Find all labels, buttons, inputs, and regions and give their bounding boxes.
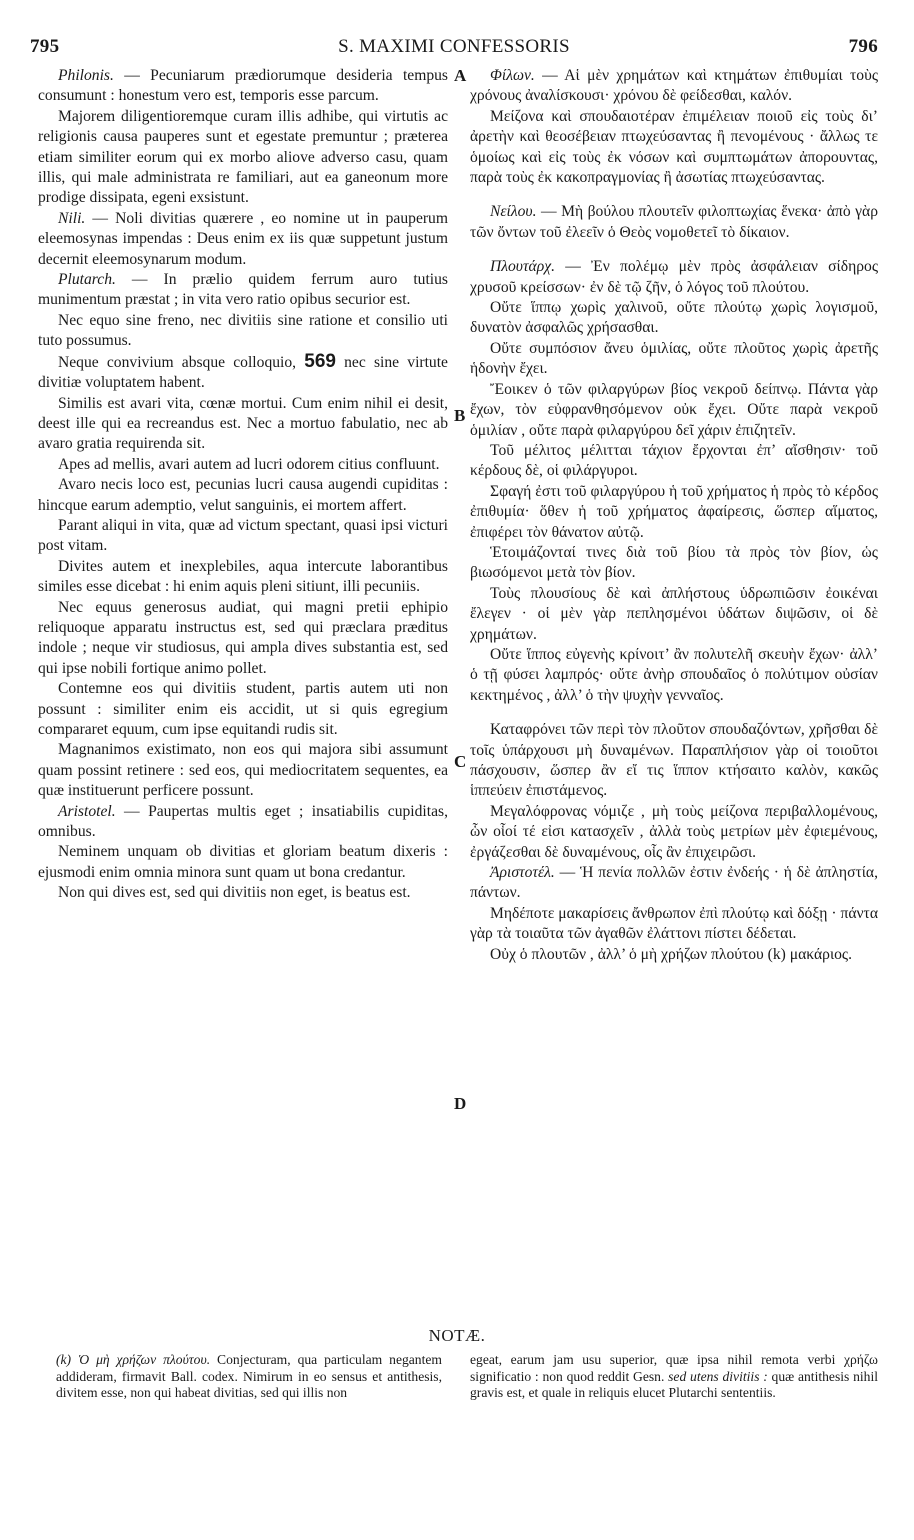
greek-paragraph: Πλουτάρχ. — Ἐν πολέμῳ μὲν πρὸς ἀσφάλειαν σίδηρος χρυσοῦ κρείσσων· ἐν δὲ τῷ ζῆν, ὁ λόγος τοῦ πλούτου. bbox=[470, 258, 878, 296]
latin-paragraph: Neque convivium absque colloquio, 569 nec sine virtute divitiæ voluptatem habent. bbox=[38, 350, 448, 392]
greek-column bbox=[470, 66, 878, 965]
running-title: S. MAXIMI CONFESSORIS bbox=[338, 36, 570, 57]
note-right: egeat, earum jam usu superior, quæ ipsa nihil remota verbi χρήζω significatio : non quod reddit Gesn. sed utens divitiis : quæ antithesis nihil gravis est, et quale in reliquis elucet Plutarchi sententiis. bbox=[470, 1352, 878, 1400]
latin-paragraph: Nec equo sine freno, nec divitiis sine ratione et consilio uti tuto possumus. bbox=[38, 311, 448, 350]
greek-paragraph: Ἔοικεν ὁ τῶν φιλαργύρων βίος νεκροῦ δείπνῳ. Πάντα γὰρ ἔχων, τὸν εὐφρανθησόμενον οὐκ ἔχει. Οὔτε παρὰ νεκροῦ ὁμιλίαν , οὔτε παρὰ φιλαργύρου δεῖ χάριν ἐπιζητεῖν. bbox=[470, 380, 878, 439]
section-marker-a: A bbox=[454, 66, 467, 85]
greek-paragraph: Νείλου. — Μὴ βούλου πλουτεῖν φιλοπτωχίας ἕνεκα· ἀπὸ γὰρ τῶν ὄντων τοῦ ἐλεεῖν ὁ Θεὸς νομοθετεῖ τὸ δίκαιον. bbox=[470, 203, 878, 241]
latin-paragraph: Nili. — Noli divitias quærere , eo nomine ut in pauperum eleemosynas impendas : Deus enim ex iis quæ suppetunt justum decernit eleemosynarum modum. bbox=[38, 209, 448, 268]
column-number: 569 bbox=[304, 350, 336, 372]
greek-paragraph: Οὔτε ἵππος εὐγενὴς κρίνοιτ’ ἂν πολυτελῆ σκευὴν ἔχων· ἀλλ’ ὁ τῇ φύσει λαμπρός· οὔτε ἀνὴρ σπουδαῖος ὁ πολύτιμον οὐσίαν κεκτημένος , ἀλλ’ ὁ τὴν ψυχὴν γενναῖος. bbox=[470, 645, 878, 704]
greek-paragraph: Μείζονα καὶ σπουδαιοτέραν ἐπιμέλειαν ποιοῦ εἰς τοὺς δι’ ἀρετὴν καὶ θεοσέβειαν πτωχεύσαντας ἢ πενομένους · ἄλλως τε ὁμοίως καὶ εἰς τοὺς ἐκ νόσων καὶ συμπτωμάτων ἀπορουντας, παρὰ τοὺς ἐκ κακοπραγμονίας ἢ ἀσωτίας πτωχεύσαντας. bbox=[470, 107, 878, 187]
greek-paragraph: Σφαγή ἐστι τοῦ φιλαργύρου ἡ τοῦ χρήματος ἡ πρὸς τὸ κέρδος ἐπιθυμία· ὅθεν ἡ τοῦ χρήματος ἀφαίρεσις, ὥσπερ αἵματος, ἐπιφέρει τὸν θάνατον αὐτῷ. bbox=[470, 482, 878, 541]
greek-paragraph: Ἑτοιμάζονταί τινες διὰ τοῦ βίου τὰ πρὸς τὸν βίον, ὡς βιωσόμενοι μετὰ τὸν βίον. bbox=[470, 543, 878, 582]
latin-paragraph: Avaro necis loco est, pecunias lucri causa augendi cupiditas : hincque earum ademptio, velut sanguinis, ei mortem affert. bbox=[38, 476, 448, 514]
note-left: (k) Ὁ μὴ χρήζων πλούτου. Conjecturam, qua particulam negantem addideram, firmavit Ball. codex. Nimirum in eo sensus et antithesis, divitem esse, non qui habeat divitias, sed qui illis non bbox=[56, 1352, 442, 1400]
section-marker-d: D bbox=[454, 1094, 467, 1113]
source-name: Ἀριστοτέλ. bbox=[490, 864, 555, 882]
latin-paragraph: Plutarch. — In prælio quidem ferrum auro tutius munimentum præstat ; in vita vero ratio opibus securior est. bbox=[38, 271, 448, 309]
section-marker-c: C bbox=[454, 752, 467, 771]
source-name: Φίλων. bbox=[490, 67, 535, 84]
page-header bbox=[30, 36, 878, 62]
section-marker-b: B bbox=[454, 406, 466, 425]
source-name: Philonis. bbox=[58, 67, 114, 84]
latin-paragraph: Neminem unquam ob divitias et gloriam beatum dixeris : ejusmodi enim omnia minora sunt quam ut bona credantur. bbox=[38, 843, 448, 881]
source-name: Πλουτάρχ. bbox=[490, 258, 555, 276]
source-name: Nili. bbox=[58, 209, 86, 227]
latin-paragraph: Aristotel. — Paupertas multis eget ; insatiabilis cupiditas, omnibus. bbox=[38, 802, 448, 841]
greek-paragraph: Μηδέποτε μακαρίσεις ἄνθρωπον ἐπὶ πλούτῳ καὶ δόξῃ · πάντα γὰρ τὰ τοιαῦτα τῶν ἀγαθῶν ἐλάττονι πίστει δέδεται. bbox=[470, 904, 878, 943]
page-number-right: 796 bbox=[848, 36, 878, 57]
greek-paragraph: Τοὺς πλουσίους δὲ καὶ ἀπλήστους ὑδρωπιῶσιν ἐοικέναι ἔλεγεν · οἱ μὲν γὰρ πεπλησμένοι ὑδάτων διψῶσιν, οἱ δὲ χρημάτων. bbox=[470, 584, 878, 643]
page-number-left: 795 bbox=[30, 36, 60, 57]
latin-paragraph: Non qui dives est, sed qui divitiis non eget, is beatus est. bbox=[58, 884, 411, 902]
greek-paragraph: Οὐχ ὁ πλουτῶν , ἀλλ’ ὁ μὴ χρήζων πλούτου (k) μακάριος. bbox=[490, 945, 853, 963]
greek-paragraph: Φίλων. — Αἱ μὲν χρημάτων καὶ κτημάτων ἐπιθυμίαι τοὺς χρόνους ἀναλίσκουσι· χρόνου δὲ φείδεσθαι, καλόν. bbox=[470, 67, 878, 105]
latin-paragraph: Apes ad mellis, avari autem ad lucri odorem citius confluunt. bbox=[58, 455, 440, 473]
latin-paragraph: Contemne eos qui divitiis student, partis autem uti non possunt : similiter enim eis accidit, ut si quis egregium compararet equum, cum ipse equitandi rudis sit. bbox=[38, 680, 448, 738]
greek-paragraph: Ἀριστοτέλ. — Ἡ πενία πολλῶν ἐστιν ἐνδεής · ἡ δὲ ἀπληστία, πάντων. bbox=[470, 864, 878, 902]
greek-paragraph: Μεγαλόφρονας νόμιζε , μὴ τοὺς μείζονα περιβαλλομένους, ὧν οἷοί τέ εἰσι κατασχεῖν , ἀλλὰ τοὺς μετρίων μὲν ἐφιεμένους, ἐργάζεσθαι δὲ δυναμένους, οἷς ἂν ἐπιχειρῶσι. bbox=[470, 802, 878, 861]
latin-paragraph: Philonis. — Pecuniarum prædiorumque desideria tempus consumunt : honestum vero est, temporis esse parcum. bbox=[38, 67, 448, 105]
latin-paragraph: Divites autem et inexplebiles, aqua intercute laborantibus similes esse dicebat : hi enim aquis pleni sitiunt, illi pecuniis. bbox=[38, 557, 448, 596]
source-name: Νείλου. bbox=[490, 203, 537, 221]
latin-paragraph: Majorem diligentioremque curam illis adhibe, qui virtutis ac religionis causa pauperes sunt et egestate premuntur ; præterea etiam similiter eorum qui ex morbo aliove adverso casu, quam illis, qui male administrata re familiari, aut ea ganeonum more prodige dissipata, egeni exsistunt. bbox=[38, 107, 448, 207]
source-name: Plutarch. bbox=[58, 271, 116, 289]
latin-paragraph: Similis est avari vita, cœnæ mortui. Cum enim nihil ei desit, deest ille qui ea recreandus est. Nec a mortuo fabulatio, nec ab avaro gratia requirenda sit. bbox=[38, 394, 448, 453]
greek-paragraph: Τοῦ μέλιτος μέλιτται τάχιον ἔρχονται ἐπ’ αἴσθησιν· τοῦ κέρδους δὲ, οἱ φιλάργυροι. bbox=[470, 441, 878, 480]
latin-paragraph: Parant aliqui in vita, quæ ad victum spectant, quasi ipsi victuri post vitam. bbox=[38, 516, 448, 555]
note-greek-lemma: Ὁ μὴ χρήζων πλούτου. bbox=[78, 1352, 211, 1367]
greek-paragraph: Οὔτε συμπόσιον ἄνευ ὁμιλίας, οὔτε πλοῦτος χωρὶς ἀρετῆς ἡδονὴν ἔχει. bbox=[470, 339, 878, 378]
latin-paragraph: Nec equus generosus audiat, qui magni pretii ephipio reliquoque apparatu instructus est, sed qui præclara præditus indole ; neque vir studiosus, qui ampla dives substantia est, sed qui ipse nobili fortique animo pollet. bbox=[38, 598, 448, 677]
latin-column bbox=[38, 66, 448, 904]
greek-paragraph: Οὔτε ἵππῳ χωρὶς χαλινοῦ, οὔτε πλούτῳ χωρὶς λογισμοῦ, δυνατὸν ἀσφαλῶς χρήσασθαι. bbox=[470, 299, 878, 337]
notes-title: NOTÆ. bbox=[428, 1326, 486, 1345]
greek-paragraph: Καταφρόνει τῶν περὶ τὸν πλοῦτον σπουδαζόντων, χρῆσθαι δὲ τοῖς ὑπάρχουσι μὴ δυναμένων. Παραπλήσιον γὰρ οἱ τοιοῦτοι πάσχουσιν, ὥσπερ ἂν εἴ τις ἵππον κτήσαιτο καλὸν, κακῶς ἱππεύειν ἐπιστάμενος. bbox=[470, 721, 878, 800]
latin-paragraph: Magnanimos existimato, non eos qui majora sibi assumunt quam possint retinere : sed eos, qui mediocritatem sequentes, ea quæ instituerunt perficere possunt. bbox=[38, 741, 448, 800]
source-name: Aristotel. bbox=[58, 802, 116, 820]
note-ref: (k) bbox=[56, 1352, 79, 1367]
